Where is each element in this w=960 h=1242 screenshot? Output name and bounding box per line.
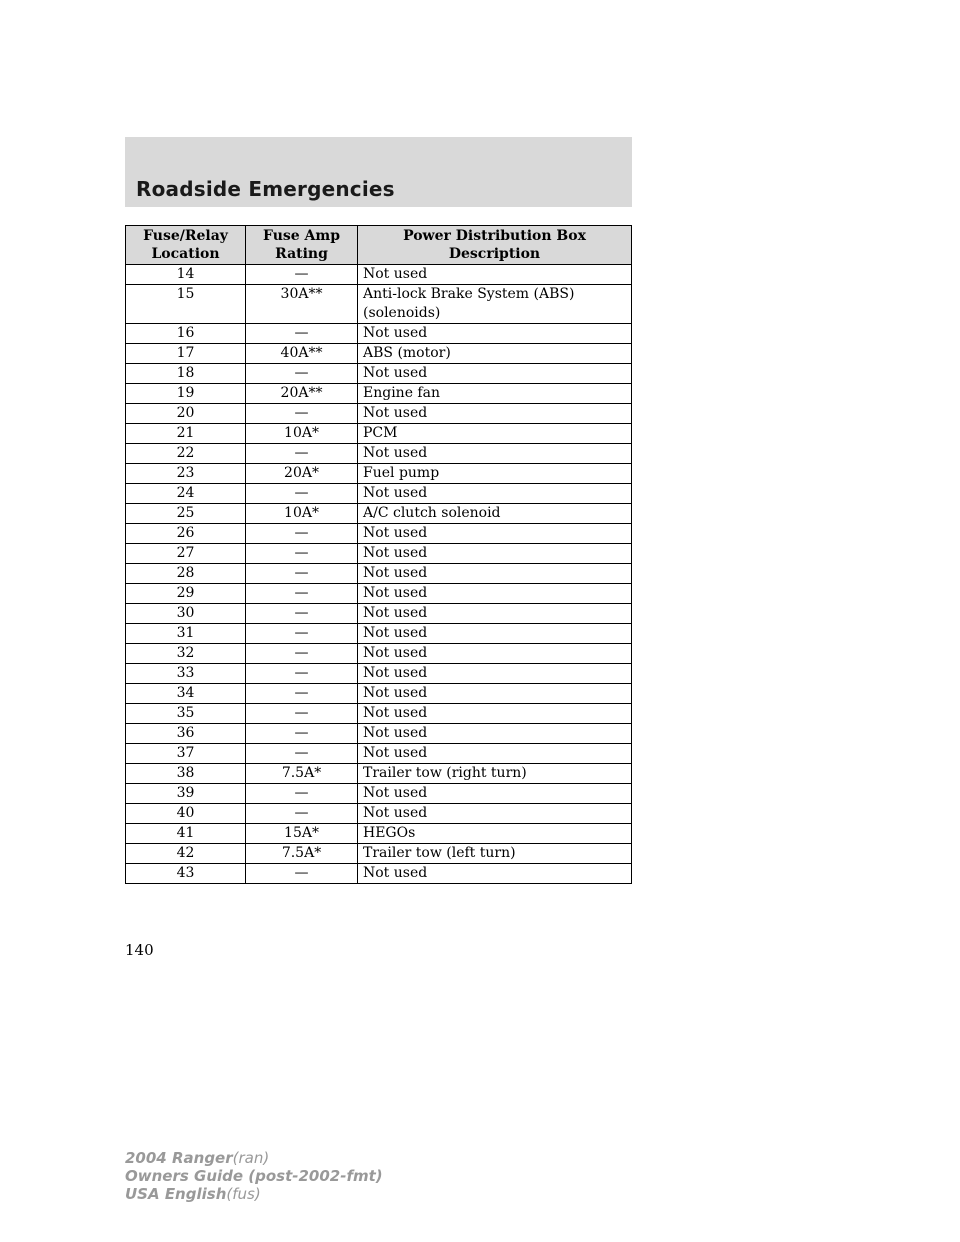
table-row: [126, 704, 632, 724]
fuse-rating-cell: 30A**: [246, 285, 358, 324]
fuse-location-cell: 16: [126, 324, 246, 344]
fuse-location-cell: 31: [126, 624, 246, 644]
table-row: [126, 344, 632, 364]
fuse-description-cell: Not used: [358, 664, 632, 684]
footer-line: [125, 1149, 383, 1167]
table-row: [126, 384, 632, 404]
fuse-description-cell: A/C clutch solenoid: [358, 504, 632, 524]
fuse-location-cell: 42: [126, 844, 246, 864]
table-row: [126, 604, 632, 624]
fuse-location-cell: 37: [126, 744, 246, 764]
fuse-rating-cell: 20A**: [246, 384, 358, 404]
footer-line: [125, 1185, 383, 1203]
fuse-description-cell: Not used: [358, 524, 632, 544]
fuse-rating-cell: —: [246, 664, 358, 684]
column-header-rating: Fuse Amp Rating: [246, 226, 358, 265]
table-row: [126, 464, 632, 484]
footer-language-code: (fus): [226, 1185, 261, 1203]
fuse-rating-cell: 7.5A*: [246, 764, 358, 784]
fuse-location-cell: 40: [126, 804, 246, 824]
fuse-description-cell: Trailer tow (left turn): [358, 844, 632, 864]
fuse-location-cell: 34: [126, 684, 246, 704]
fuse-rating-cell: 7.5A*: [246, 844, 358, 864]
table-row: [126, 664, 632, 684]
table-row: [126, 724, 632, 744]
table-row: [126, 544, 632, 564]
footer-model: 2004 Ranger: [125, 1149, 233, 1167]
table-row: [126, 285, 632, 324]
fuse-table: [125, 225, 632, 884]
table-row: [126, 744, 632, 764]
fuse-rating-cell: 40A**: [246, 344, 358, 364]
fuse-location-cell: 29: [126, 584, 246, 604]
fuse-rating-cell: —: [246, 265, 358, 285]
table-row: [126, 684, 632, 704]
footer: [125, 1149, 383, 1203]
fuse-rating-cell: —: [246, 704, 358, 724]
fuse-rating-cell: —: [246, 624, 358, 644]
table-row: [126, 864, 632, 884]
fuse-description-cell: Not used: [358, 404, 632, 424]
fuse-description-cell: HEGOs: [358, 824, 632, 844]
fuse-description-cell: Not used: [358, 604, 632, 624]
table-row: [126, 364, 632, 384]
fuse-description-cell: Not used: [358, 804, 632, 824]
fuse-rating-cell: 20A*: [246, 464, 358, 484]
footer-model-code: (ran): [232, 1149, 270, 1167]
fuse-description-cell: Not used: [358, 265, 632, 285]
fuse-rating-cell: —: [246, 544, 358, 564]
fuse-rating-cell: —: [246, 804, 358, 824]
footer-language: USA English: [125, 1185, 227, 1203]
table-row: [126, 624, 632, 644]
table-row: [126, 265, 632, 285]
fuse-location-cell: 33: [126, 664, 246, 684]
fuse-location-cell: 20: [126, 404, 246, 424]
table-row: [126, 444, 632, 464]
fuse-description-cell: Not used: [358, 784, 632, 804]
table-row: [126, 504, 632, 524]
fuse-description-cell: Not used: [358, 624, 632, 644]
fuse-location-cell: 14: [126, 265, 246, 285]
fuse-rating-cell: —: [246, 724, 358, 744]
fuse-description-cell: Not used: [358, 744, 632, 764]
fuse-description-cell: Not used: [358, 444, 632, 464]
fuse-rating-cell: —: [246, 324, 358, 344]
fuse-location-cell: 28: [126, 564, 246, 584]
fuse-description-cell: Trailer tow (right turn): [358, 764, 632, 784]
fuse-rating-cell: —: [246, 404, 358, 424]
fuse-rating-cell: —: [246, 364, 358, 384]
table-row: [126, 324, 632, 344]
fuse-rating-cell: 10A*: [246, 504, 358, 524]
fuse-location-cell: 24: [126, 484, 246, 504]
fuse-rating-cell: —: [246, 584, 358, 604]
fuse-rating-cell: —: [246, 524, 358, 544]
fuse-rating-cell: —: [246, 444, 358, 464]
table-row: [126, 584, 632, 604]
fuse-description-cell: ABS (motor): [358, 344, 632, 364]
fuse-description-cell: Not used: [358, 864, 632, 884]
fuse-location-cell: 21: [126, 424, 246, 444]
fuse-location-cell: 18: [126, 364, 246, 384]
table-row: [126, 764, 632, 784]
fuse-location-cell: 41: [126, 824, 246, 844]
page-number: 140: [125, 941, 154, 959]
fuse-description-cell: Not used: [358, 704, 632, 724]
fuse-description-cell: Not used: [358, 324, 632, 344]
fuse-location-cell: 19: [126, 384, 246, 404]
fuse-location-cell: 26: [126, 524, 246, 544]
fuse-location-cell: 35: [126, 704, 246, 724]
fuse-rating-cell: —: [246, 564, 358, 584]
fuse-rating-cell: —: [246, 484, 358, 504]
table-row: [126, 844, 632, 864]
fuse-description-cell: Not used: [358, 684, 632, 704]
fuse-location-cell: 38: [126, 764, 246, 784]
fuse-description-cell: Not used: [358, 724, 632, 744]
table-row: [126, 644, 632, 664]
fuse-location-cell: 22: [126, 444, 246, 464]
fuse-location-cell: 23: [126, 464, 246, 484]
fuse-location-cell: 43: [126, 864, 246, 884]
column-header-location: Fuse/Relay Location: [126, 226, 246, 265]
fuse-rating-cell: —: [246, 644, 358, 664]
fuse-description-cell: Not used: [358, 584, 632, 604]
fuse-description-cell: Engine fan: [358, 384, 632, 404]
table-row: [126, 484, 632, 504]
fuse-description-cell: Not used: [358, 544, 632, 564]
table-header-row: [126, 226, 632, 265]
table-row: [126, 424, 632, 444]
fuse-location-cell: 27: [126, 544, 246, 564]
fuse-location-cell: 17: [126, 344, 246, 364]
table-row: [126, 804, 632, 824]
table-row: [126, 564, 632, 584]
table-body: [126, 265, 632, 884]
table-row: [126, 784, 632, 804]
fuse-rating-cell: —: [246, 864, 358, 884]
fuse-rating-cell: 15A*: [246, 824, 358, 844]
table-row: [126, 404, 632, 424]
fuse-location-cell: 36: [126, 724, 246, 744]
fuse-location-cell: 39: [126, 784, 246, 804]
fuse-description-cell: PCM: [358, 424, 632, 444]
fuse-location-cell: 15: [126, 285, 246, 324]
table-row: [126, 524, 632, 544]
fuse-description-cell: Not used: [358, 484, 632, 504]
fuse-description-cell: Not used: [358, 364, 632, 384]
fuse-description-cell: Anti-lock Brake System (ABS) (solenoids): [358, 285, 632, 324]
fuse-rating-cell: —: [246, 744, 358, 764]
footer-line: [125, 1167, 383, 1185]
table-row: [126, 824, 632, 844]
fuse-rating-cell: —: [246, 784, 358, 804]
fuse-rating-cell: —: [246, 604, 358, 624]
section-title: Roadside Emergencies: [136, 177, 395, 201]
fuse-rating-cell: —: [246, 684, 358, 704]
footer-guide: Owners Guide (post-2002-fmt): [125, 1167, 383, 1185]
fuse-description-cell: Not used: [358, 564, 632, 584]
section-header: [125, 137, 632, 207]
fuse-location-cell: 32: [126, 644, 246, 664]
fuse-location-cell: 25: [126, 504, 246, 524]
fuse-rating-cell: 10A*: [246, 424, 358, 444]
fuse-description-cell: Not used: [358, 644, 632, 664]
column-header-description: Power Distribution Box Description: [358, 226, 632, 265]
fuse-description-cell: Fuel pump: [358, 464, 632, 484]
fuse-location-cell: 30: [126, 604, 246, 624]
